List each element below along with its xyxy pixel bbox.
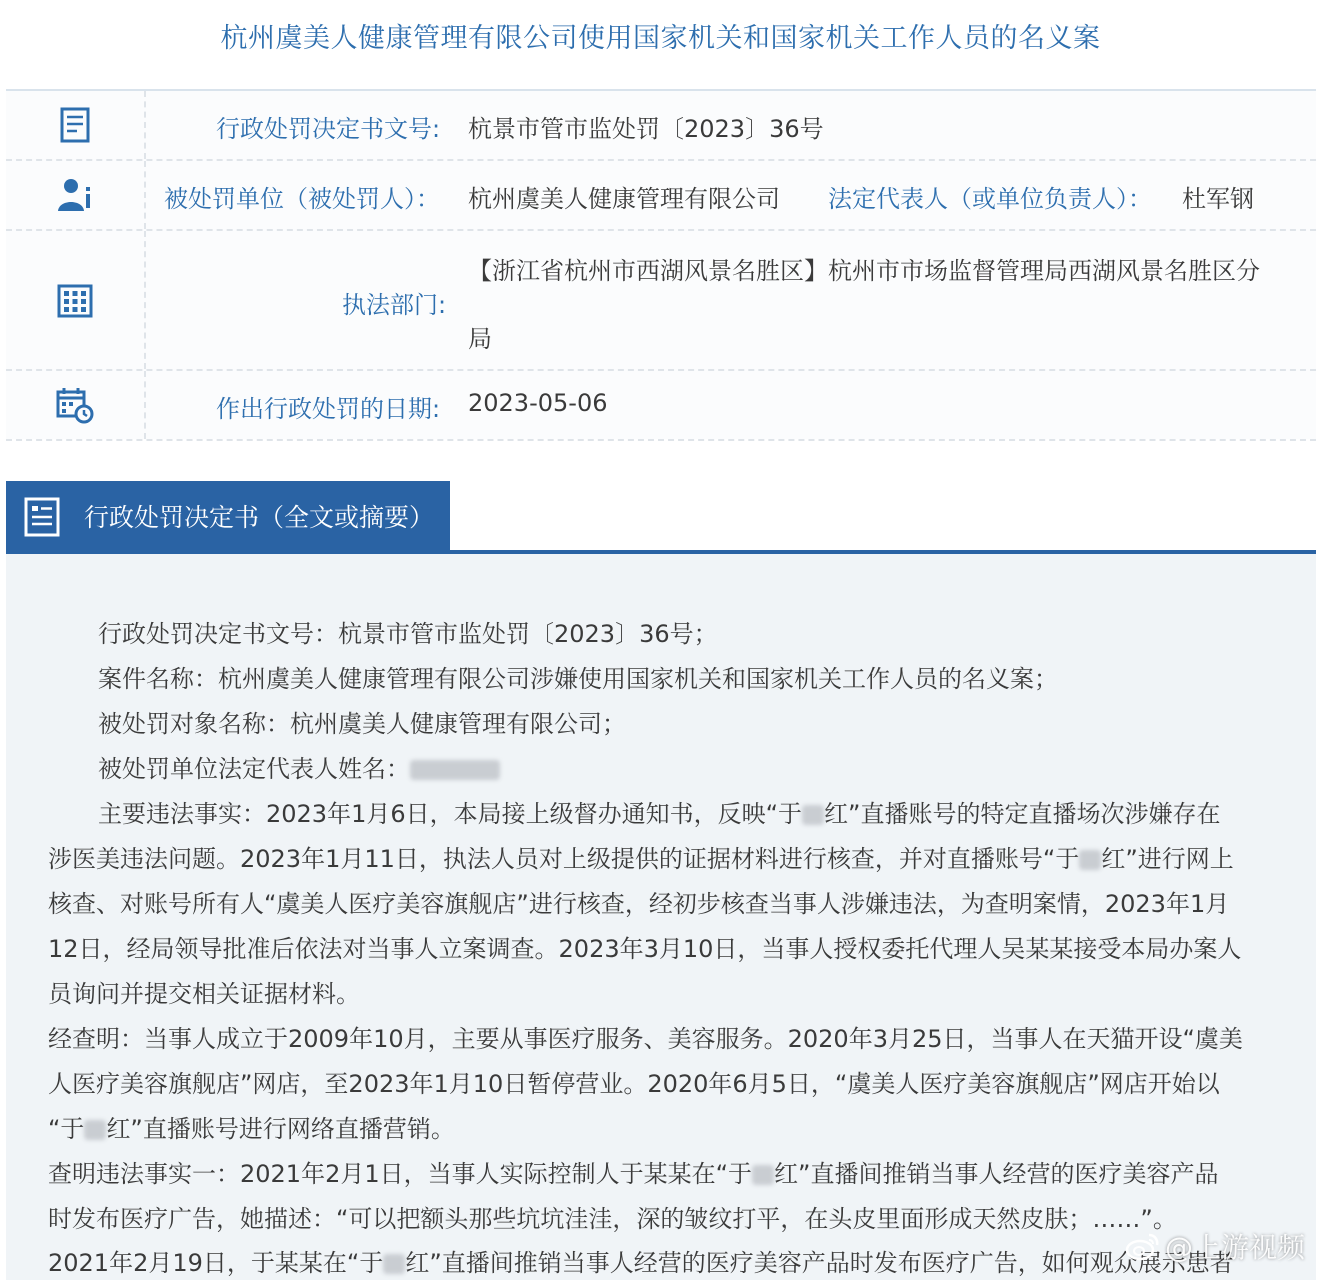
info-row-doc-no bbox=[6, 91, 1316, 161]
document-list-icon bbox=[20, 495, 64, 539]
text-line bbox=[48, 1159, 1219, 1189]
building-icon bbox=[55, 280, 95, 320]
redacted-char bbox=[383, 1254, 405, 1274]
dept-label: 执法部门: bbox=[342, 291, 447, 319]
text-segment: 红”直播间推销当事人经营的医疗美容产品 bbox=[774, 1160, 1219, 1188]
calendar-clock-icon bbox=[55, 385, 95, 425]
text-line: 12日，经局领导批准后依法对当事人立案调查。2023年3月10日，当事人授权委托代理人吴某某接受本局办案人 bbox=[48, 935, 1242, 963]
dept-value-line1: 【浙江省杭州市西湖风景名胜区】杭州市市场监督管理局西湖风景名胜区分 bbox=[468, 257, 1260, 285]
doc-no-value: 杭景市管市监处罚〔2023〕36号 bbox=[468, 115, 824, 143]
text-line: 人医疗美容旗舰店”网店，至2023年1月10日暂停营业。2020年6月5日，“虞美人医疗美容旗舰店”网店开始以 bbox=[48, 1070, 1220, 1098]
watermark bbox=[1125, 1226, 1305, 1266]
person-icon-cell bbox=[6, 161, 146, 229]
text-line bbox=[48, 1114, 455, 1144]
decision-fulltext bbox=[6, 554, 1316, 1280]
text-line-rep-name bbox=[98, 754, 500, 784]
info-row-party bbox=[6, 161, 1316, 231]
text-segment: 2021年2月19日，于某某在“于 bbox=[48, 1249, 384, 1277]
weibo-icon bbox=[1125, 1231, 1159, 1261]
party-label: 被处罚单位（被处罚人）： bbox=[164, 185, 440, 213]
watermark-text: @上游视频 bbox=[1164, 1231, 1305, 1264]
rep-value: 杜军钢 bbox=[1182, 185, 1254, 213]
text-segment: “于 bbox=[48, 1115, 85, 1143]
text-line: 经查明：当事人成立于2009年10月，主要从事医疗服务、美容服务。2020年3月25日，当事人在天猫开设“虞美 bbox=[48, 1025, 1243, 1053]
document-icon bbox=[55, 105, 95, 145]
document-icon-cell bbox=[6, 91, 146, 159]
calendar-icon-cell bbox=[6, 371, 146, 439]
page-title: 杭州虞美人健康管理有限公司使用国家机关和国家机关工作人员的名义案 bbox=[220, 23, 1101, 54]
text-segment: 红”直播间推销当事人经营的医疗美容产品时发布医疗广告，如何观众展示患者 bbox=[405, 1249, 1234, 1277]
text-segment: 主要违法事实：2023年1月6日，本局接上级督办通知书，反映“于 bbox=[98, 800, 803, 828]
text-line: 行政处罚决定书文号：杭景市管市监处罚〔2023〕36号； bbox=[98, 620, 718, 648]
text-segment: 红”直播账号进行网络直播营销。 bbox=[106, 1115, 455, 1143]
case-info-table bbox=[6, 89, 1316, 439]
rep-label: 法定代表人（或单位负责人）： bbox=[828, 185, 1152, 213]
redacted-char bbox=[752, 1165, 774, 1185]
section-tab-label: 行政处罚决定书（全文或摘要） bbox=[84, 503, 435, 532]
text-segment: 红”直播账号的特定直播场次涉嫌存在 bbox=[824, 800, 1221, 828]
text-segment: 红”进行网上 bbox=[1101, 845, 1234, 873]
person-info-icon bbox=[55, 175, 95, 215]
redacted-name bbox=[410, 760, 500, 780]
text-line bbox=[48, 1248, 1234, 1278]
info-row-dept bbox=[6, 231, 1316, 371]
building-icon-cell bbox=[6, 231, 146, 369]
text-line: 案件名称：杭州虞美人健康管理有限公司涉嫌使用国家机关和国家机关工作人员的名义案； bbox=[98, 665, 1058, 693]
text-line bbox=[48, 844, 1234, 874]
text-segment: 查明违法事实一：2021年2月1日，当事人实际控制人于某某在“于 bbox=[48, 1160, 753, 1188]
date-label: 作出行政处罚的日期: bbox=[216, 395, 441, 423]
text-line: 被处罚对象名称：杭州虞美人健康管理有限公司； bbox=[98, 710, 626, 738]
text-segment: 被处罚单位法定代表人姓名： bbox=[98, 755, 410, 783]
redacted-char bbox=[1079, 850, 1101, 870]
text-line: 员询问并提交相关证据材料。 bbox=[48, 980, 360, 1008]
doc-no-label: 行政处罚决定书文号: bbox=[216, 115, 441, 143]
date-value: 2023-05-06 bbox=[468, 389, 608, 417]
info-row-date bbox=[6, 371, 1316, 441]
party-value: 杭州虞美人健康管理有限公司 bbox=[468, 185, 780, 213]
text-line: 时发布医疗广告，她描述：“可以把额头那些坑坑洼洼，深的皱纹打平，在头皮里面形成天然皮肤；……”。 bbox=[48, 1205, 1177, 1233]
text-segment: 涉医美违法问题。2023年1月11日，执法人员对上级提供的证据材料进行核查，并对直播账号“于 bbox=[48, 845, 1080, 873]
section-tab-fulltext[interactable] bbox=[6, 481, 450, 554]
text-line: 核查、对账号所有人“虞美人医疗美容旗舰店”进行核查，经初步核查当事人涉嫌违法，为查明案情，2023年1月 bbox=[48, 890, 1230, 918]
text-line bbox=[98, 799, 1221, 829]
dept-value-line2: 局 bbox=[468, 325, 492, 353]
redacted-char bbox=[802, 805, 824, 825]
redacted-char bbox=[84, 1120, 106, 1140]
